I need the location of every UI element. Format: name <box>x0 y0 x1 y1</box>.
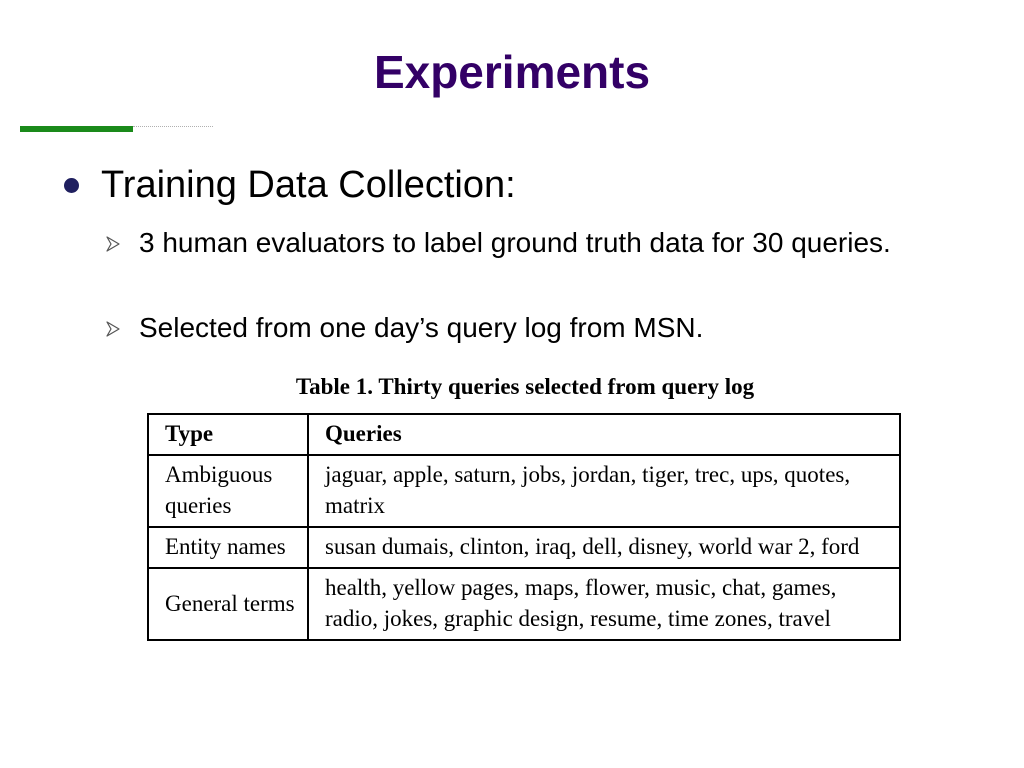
table-cell-type: Ambiguous queries <box>148 455 308 527</box>
arrowhead-bullet-icon <box>106 236 120 252</box>
table-row <box>148 455 900 527</box>
table-header-queries: Queries <box>308 414 900 455</box>
bullet-dot-icon <box>64 178 79 193</box>
table-cell-type: Entity names <box>148 527 308 568</box>
title-underline-rule <box>20 126 133 132</box>
table-cell-type: General terms <box>148 568 308 640</box>
sub-bullet-evaluators <box>106 224 939 262</box>
bullet-training-data <box>64 160 516 210</box>
table-row <box>148 527 900 568</box>
slide-title: Experiments <box>373 46 651 98</box>
sub-bullet-text: 3 human evaluators to label ground truth data for 30 queries. <box>139 227 891 258</box>
sub-bullet-text: Selected from one day’s query log from MSN. <box>139 312 704 343</box>
bullet-main-text: Training Data Collection: <box>101 164 516 206</box>
arrowhead-bullet-icon <box>106 321 120 337</box>
table-header-row <box>148 414 900 455</box>
table-row <box>148 568 900 640</box>
title-underline-dotted-rule <box>133 126 213 127</box>
table-cell-queries: susan dumais, clinton, iraq, dell, disney, world war 2, ford <box>308 527 900 568</box>
table-header-type: Type <box>148 414 308 455</box>
table-caption: Table 1. Thirty queries selected from query log <box>295 374 755 399</box>
sub-bullet-query-log <box>106 309 939 347</box>
table-cell-queries: jaguar, apple, saturn, jobs, jordan, tiger, trec, ups, quotes, matrix <box>308 455 900 527</box>
table-cell-queries: health, yellow pages, maps, flower, music, chat, games, radio, jokes, graphic design, resume, time zones, travel <box>308 568 900 640</box>
queries-table <box>147 413 901 641</box>
